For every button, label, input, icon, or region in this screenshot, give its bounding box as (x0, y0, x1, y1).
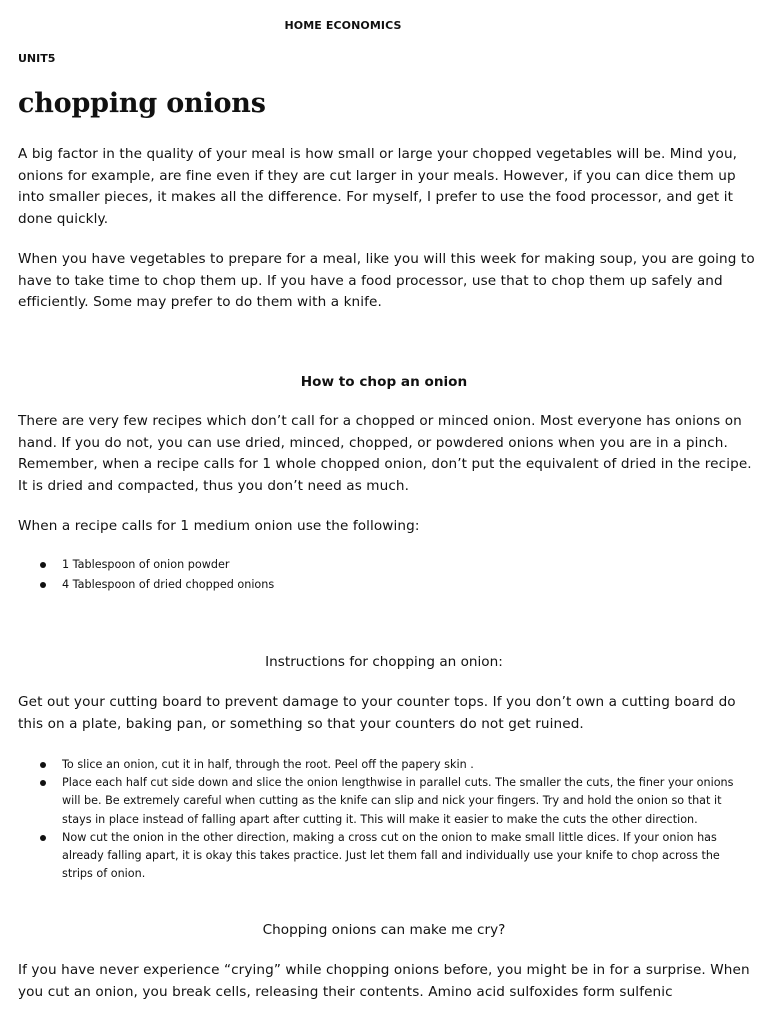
how-to-heading: How to chop an onion (300, 374, 468, 390)
list-item: 4 Tablespoon of dried chopped onions (40, 576, 752, 594)
course-header: HOME ECONOMICS (284, 19, 402, 32)
list-item: To slice an onion, cut it in half, through the root. Peel off the papery skin . (40, 756, 752, 774)
page-title: chopping onions (18, 88, 266, 119)
intro-paragraph-1: A big factor in the quality of your meal is how small or large your chopped vegetables will be. Mind you, onions for example, are fine even if they are cut larger in your meals. However, if you can dice them up into smaller pieces, it makes all the difference. For myself, I prefer to use the food processor, and get it done quickly. (18, 146, 738, 227)
list-item: Place each half cut side down and slice the onion lengthwise in parallel cuts. The smaller the cuts, the finer your onions will be. Be extremely careful when cutting as the knife can slip and nick your fingers. Try and hold the onion so that it stays in place instead of falling apart after cutting it. This will make it easier to make the cuts the other direction. (40, 774, 752, 829)
instructions-heading: Instructions for chopping an onion: (265, 654, 503, 670)
crying-heading: Chopping onions can make me cry? (262, 922, 506, 938)
how-to-paragraph-2: When a recipe calls for 1 medium onion use the following: (18, 518, 420, 534)
substitutes-list (40, 556, 752, 596)
list-item: Now cut the onion in the other direction, making a cross cut on the onion to make small little dices. If your onion has already falling apart, it is okay this takes practice. Just let them fall and individually use your knife to chop across the strips of onion. (40, 829, 752, 884)
steps-list (40, 756, 752, 883)
intro-paragraph-2: When you have vegetables to prepare for a meal, like you will this week for making soup, you are going to have to take time to chop them up. If you have a food processor, use that to chop them up safely and efficiently. Some may prefer to do them with a knife. (18, 251, 755, 311)
crying-paragraph: If you have never experience “crying” while chopping onions before, you might be in for a surprise. When you cut an onion, you break cells, releasing their contents. Amino acid sulfoxides form sulfenic (18, 962, 750, 1000)
instructions-paragraph: Get out your cutting board to prevent damage to your counter tops. If you don’t own a cutting board do this on a plate, baking pan, or something so that your counters do not get ruined. (18, 694, 736, 732)
unit-label: UNIT5 (18, 52, 56, 65)
list-item: 1 Tablespoon of onion powder (40, 556, 752, 574)
how-to-paragraph-1: There are very few recipes which don’t call for a chopped or minced onion. Most everyone has onions on hand. If you do not, you can use dried, minced, chopped, or powdered onions when you are in a pinch. Remember, when a recipe calls for 1 whole chopped onion, don’t put the equivalent of dried in the recipe. It is dried and compacted, thus you don’t need as much. (18, 413, 752, 494)
